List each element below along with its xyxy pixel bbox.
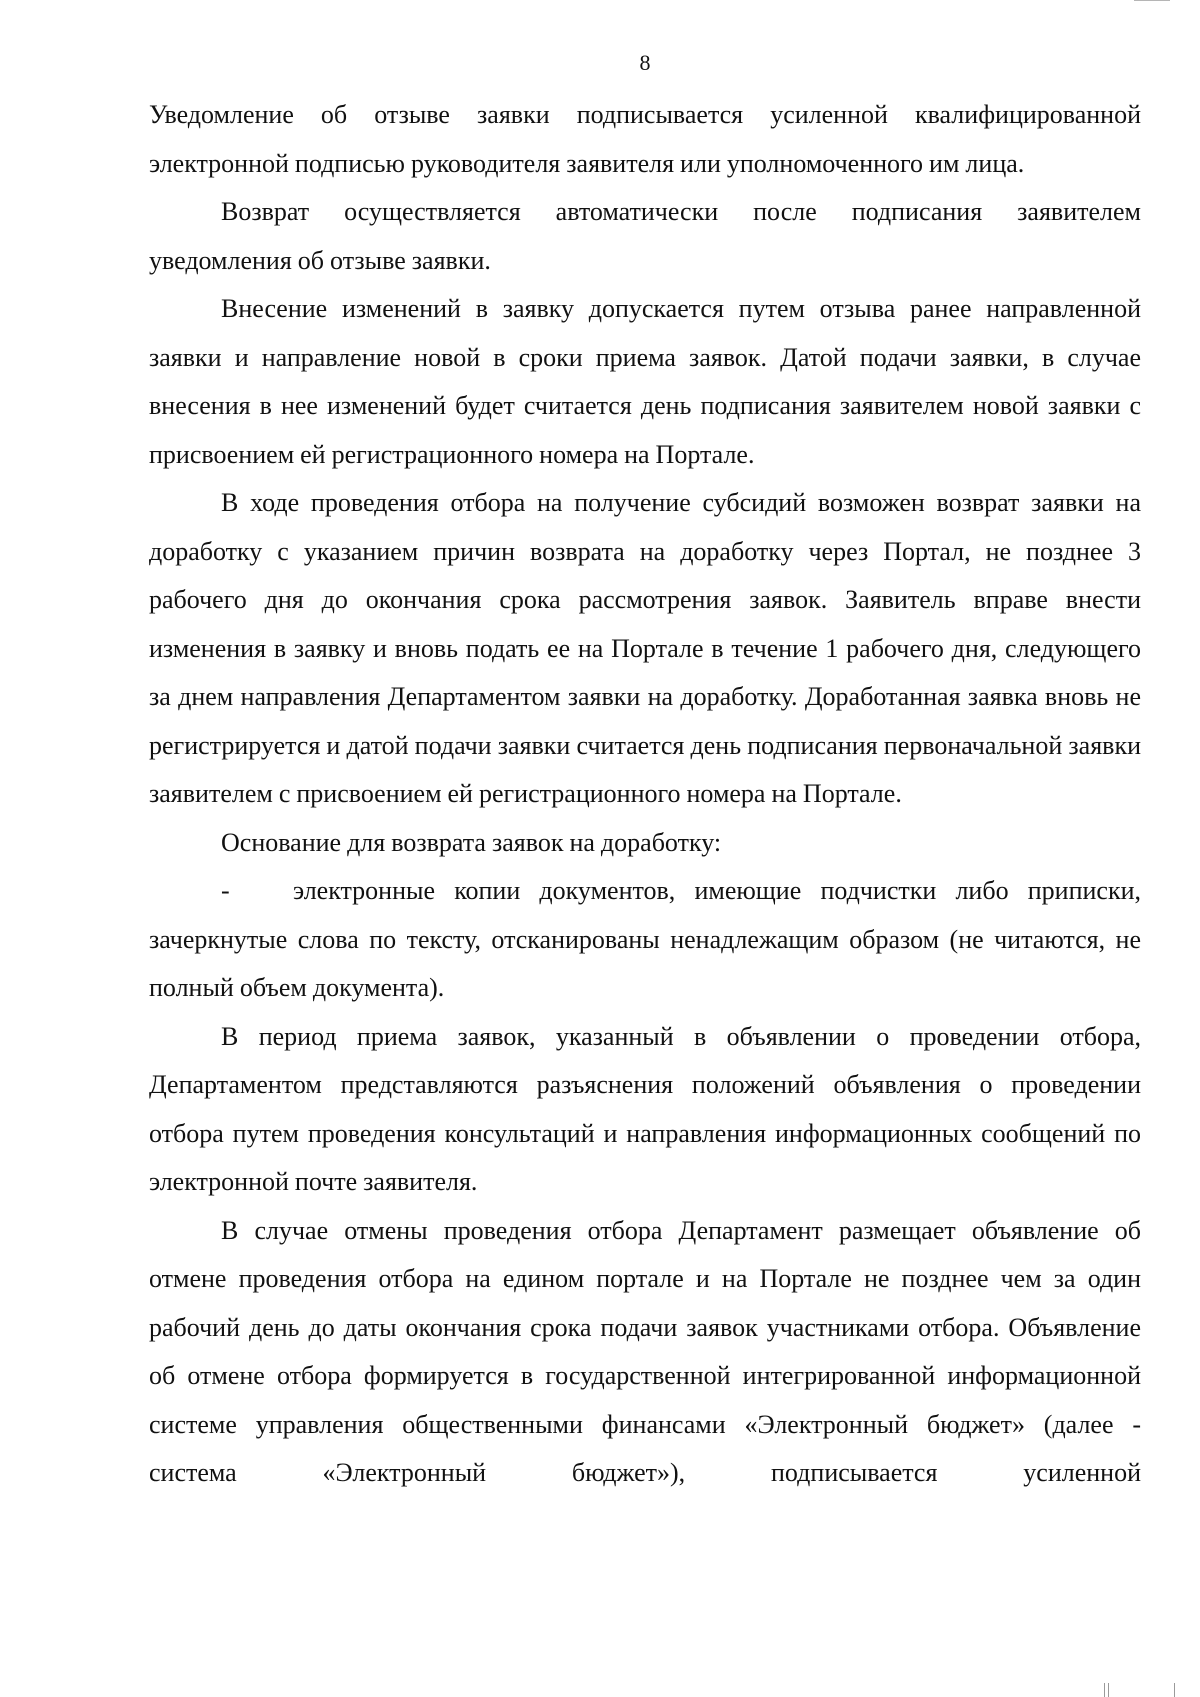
- paragraph-return-for-revision: В ходе проведения отбора на получение субсидий возможен возврат заявки на доработку с указанием причин возврата на доработку через Портал, не позднее 3 рабочего дня до окончания срока рассмотрения заявок. Заявитель вправе внести изменения в заявку и вновь подать ее на Портале в течение 1 рабочего дня, следующего за днем направления Департаментом заявки на доработку. Доработанная заявка вновь не регистрируется и датой подачи заявки считается день подписания первоначальной заявки заявителем с присвоением ей регистрационного номера на Портале.: [149, 488, 1141, 808]
- scan-artifact-bottom: [1102, 1677, 1192, 1697]
- list-item-text: электронные копии документов, имеющие подчистки либо приписки, зачеркнутые слова по тексту, отсканированы ненадлежащим образом (не читаются, не полный объем документа).: [149, 876, 1141, 1002]
- document-body: [149, 91, 1141, 1498]
- scan-mark: [1104, 1683, 1105, 1697]
- list-bullet-dash: -: [221, 876, 230, 905]
- list-item-return-ground: [149, 867, 1141, 1013]
- paragraph-clarifications: В период приема заявок, указанный в объявлении о проведении отбора, Департаментом представляются разъяснения положений объявления о проведении отбора путем проведения консультаций и направления информационных сообщений по электронной почте заявителя.: [149, 1021, 1141, 1196]
- paragraph-withdrawal-notice: Уведомление об отзыве заявки подписывается усиленной квалифицированной электронной подписью руководителя заявителя или уполномоченного им лица.: [149, 100, 1141, 178]
- paragraph-automatic-return: Возврат осуществляется автоматически после подписания заявителем уведомления об отзыве заявки.: [149, 197, 1141, 275]
- paragraph-selection-cancellation: В случае отмены проведения отбора Департамент размещает объявление об отмене проведения отбора на едином портале и на Портале не позднее чем за один рабочий день до даты окончания срока подачи заявок участниками отбора. Объявление об отмене отбора формируется в государственной интегрированной информационной системе управления общественными финансами «Электронный бюджет» (далее - система «Электронный бюджет»), подписывается усиленной: [149, 1215, 1141, 1487]
- paragraph-return-grounds: Основание для возврата заявок на доработку:: [221, 827, 722, 857]
- scan-mark: [1108, 1683, 1109, 1697]
- page-number: 8: [639, 50, 651, 75]
- scan-mark: [1174, 1683, 1175, 1697]
- paragraph-application-changes: Внесение изменений в заявку допускается путем отзыва ранее направленной заявки и направление новой в сроки приема заявок. Датой подачи заявки, в случае внесения в нее изменений будет считается день подписания заявителем новой заявки с присвоением ей регистрационного номера на Портале.: [149, 294, 1141, 469]
- scan-artifact-top: [1134, 0, 1170, 4]
